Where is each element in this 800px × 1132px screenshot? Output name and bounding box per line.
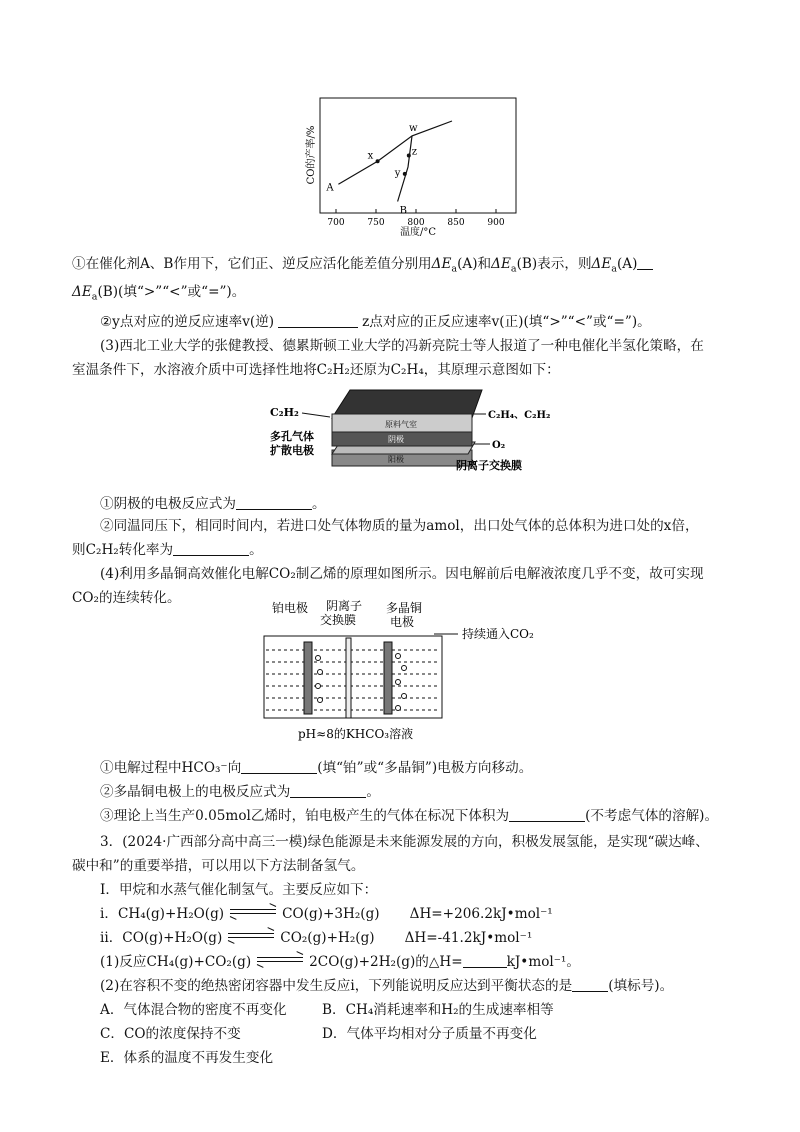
reaction-ii: ii．CO(g)+H₂O(g) CO₂(g)+H₂(g) ΔH=-41.2kJ•mol⁻¹ <box>100 928 730 948</box>
equilibrium-arrow-icon <box>228 931 274 941</box>
inlet-arrow <box>302 413 330 417</box>
q1a-line2: $\Delta E_a(B)$(填“>”“<”或“=”)。 <box>72 284 246 303</box>
anode-label: 阳极 <box>388 455 404 464</box>
cathode-label: 阴极 <box>388 435 404 444</box>
point-label-x: x <box>367 150 374 162</box>
q3b-line1: ②同温同压下，相同时间内，若进口处气体物质的量为amol，出口处气体的总体积为进口处的x倍， <box>100 518 699 534</box>
membrane-label-1: 阴离子 <box>326 599 363 613</box>
answer-blank[interactable] <box>241 759 317 774</box>
pt-electrode-label: 铂电极 <box>272 601 309 615</box>
q1a-line: ①在催化剂A、B作用下，它们正、逆反应活化能差值分别用$\Delta E_a(A)$和$\Delta E_a(B)$表示，则$\Delta E_a(A)$ <box>72 254 730 274</box>
o2-label: O₂ <box>492 440 506 451</box>
answer-blank[interactable] <box>173 541 249 556</box>
anion-membrane <box>346 638 351 718</box>
answer-blank[interactable] <box>236 495 312 510</box>
q4a-line: ①电解过程中HCO₃⁻向 (填“铂”或“多晶铜”)电极方向移动。 <box>100 760 533 776</box>
answer-blank[interactable] <box>637 255 653 270</box>
option-c: C．CO的浓度保持不变 <box>100 1026 241 1042</box>
q3-intro-1: (3)西北工业大学的张健教授、德累斯顿工业大学的冯新亮院士等人报道了一种电催化半氢化策略，在 <box>100 338 704 354</box>
q4b-line: ②多晶铜电极上的电极反应式为 。 <box>100 784 380 800</box>
inlet-label: C₂H₂ <box>270 406 299 419</box>
electrocatalysis-diagram <box>270 384 550 489</box>
option-e: E．体系的温度不再发生变化 <box>100 1050 274 1066</box>
point-y <box>403 172 407 176</box>
x-tick-label: 900 <box>487 218 505 228</box>
x-tick-label: 700 <box>327 218 345 228</box>
x-tick-label: 850 <box>447 218 465 228</box>
equilibrium-arrow-icon <box>257 955 303 965</box>
q4-intro-2: CO₂的连续转化。 <box>72 590 181 606</box>
p3-intro-1: 3．(2024·广西部分高中高三一模)绿色能源是未来能源发展的方向，积极发展氢能，是实现“碳达峰、 <box>100 834 709 850</box>
point-x <box>376 159 380 163</box>
x-tick-label: 750 <box>367 218 385 228</box>
answer-blank[interactable] <box>290 783 366 798</box>
pt-electrode <box>304 642 312 714</box>
q3a-line: ①阴极的电极反应式为 。 <box>100 496 326 512</box>
point-label-A: A <box>326 182 334 194</box>
co-yield-chart <box>300 95 530 245</box>
option-b: B．CH₄消耗速率和H₂的生成速率相等 <box>322 1002 554 1018</box>
point-label-z: z <box>411 146 418 158</box>
chart-ylabel: CO的产率/% <box>306 125 317 185</box>
p3-q1: (1)反应CH₄(g)+CO₂(g) 2CO(g)+2H₂(g)的△H= kJ•mol⁻¹。 <box>100 952 730 972</box>
p3-intro-2: 碳中和”的重要举措，可以用以下方法制备氢气。 <box>72 858 365 874</box>
solution-label: pH≈8的KHCO₃溶液 <box>298 727 414 741</box>
membrane-label: 阴离子交换膜 <box>456 459 522 472</box>
q4c-line: ③理论上当生产0.05mol乙烯时，铂电极产生的气体在标况下体积为 (不考虑气体的溶解)。 <box>100 808 719 824</box>
porous-label-1: 多孔气体 <box>270 430 314 443</box>
reaction-i: i．CH₄(g)+H₂O(g) CO(g)+3H₂(g) ΔH=+206.2kJ•mol⁻¹ <box>100 904 730 924</box>
p3-section-I: I．甲烷和水蒸气催化制氢气。主要反应如下： <box>100 882 378 898</box>
chart-xlabel: 温度/°C <box>399 227 437 238</box>
co2-inlet-label: 持续通入CO₂ <box>462 627 534 641</box>
q3b-line2: 则C₂H₂转化率为 。 <box>72 542 263 558</box>
q1b-line: ②y点对应的逆反应速率v(逆) z点对应的正反应速率v(正)(填“>”“<”或“=”)。 <box>100 314 651 330</box>
cu-electrode-label-2: 电极 <box>390 615 415 629</box>
porous-label-2: 扩散电极 <box>270 444 314 457</box>
answer-blank[interactable] <box>278 313 358 328</box>
q3-intro-2: 室温条件下，水溶液介质中可选择性地将C₂H₂还原为C₂H₄，其原理示意图如下： <box>72 362 560 378</box>
co2-electrolysis-diagram <box>258 598 558 753</box>
outlet-label: C₂H₄、C₂H₂ <box>488 410 550 421</box>
point-z <box>407 154 411 158</box>
point-label-w: w <box>409 122 418 134</box>
membrane-label-2: 交换膜 <box>320 613 357 627</box>
cu-electrode-label-1: 多晶铜 <box>386 601 423 615</box>
chart-frame <box>320 98 516 213</box>
solution-lines <box>266 650 440 710</box>
gas-chamber-label: 原料气室 <box>385 420 417 429</box>
option-d: D．气体平均相对分子质量不再变化 <box>322 1026 537 1042</box>
dea-a2: $\Delta E_a(A)$ <box>591 256 638 275</box>
option-a: A．气体混合物的密度不再变化 <box>100 1002 287 1018</box>
point-label-y: y <box>394 167 401 179</box>
answer-blank[interactable] <box>572 977 608 992</box>
dea-b2: $\Delta E_a(B)$ <box>72 284 119 303</box>
dea-a: $\Delta E_a(A)$ <box>431 256 478 275</box>
q4-intro-1: (4)利用多晶铜高效催化电解CO₂制乙烯的原理如图所示。因电解前后电解液浓度几乎不变，故可实现 <box>100 566 704 582</box>
point-label-B: B <box>399 205 407 217</box>
tank <box>264 636 442 718</box>
answer-blank[interactable] <box>463 953 507 968</box>
dea-b: $\Delta E_a(B)$ <box>491 256 538 275</box>
equilibrium-arrow-icon <box>230 907 276 917</box>
x-tick-label: 800 <box>407 218 425 228</box>
p3-q2: (2)在容积不变的绝热密闭容器中发生反应i，下列能说明反应达到平衡状态的是 (填标号)。 <box>100 978 674 994</box>
answer-blank[interactable] <box>509 807 585 822</box>
cu-electrode <box>384 642 392 714</box>
